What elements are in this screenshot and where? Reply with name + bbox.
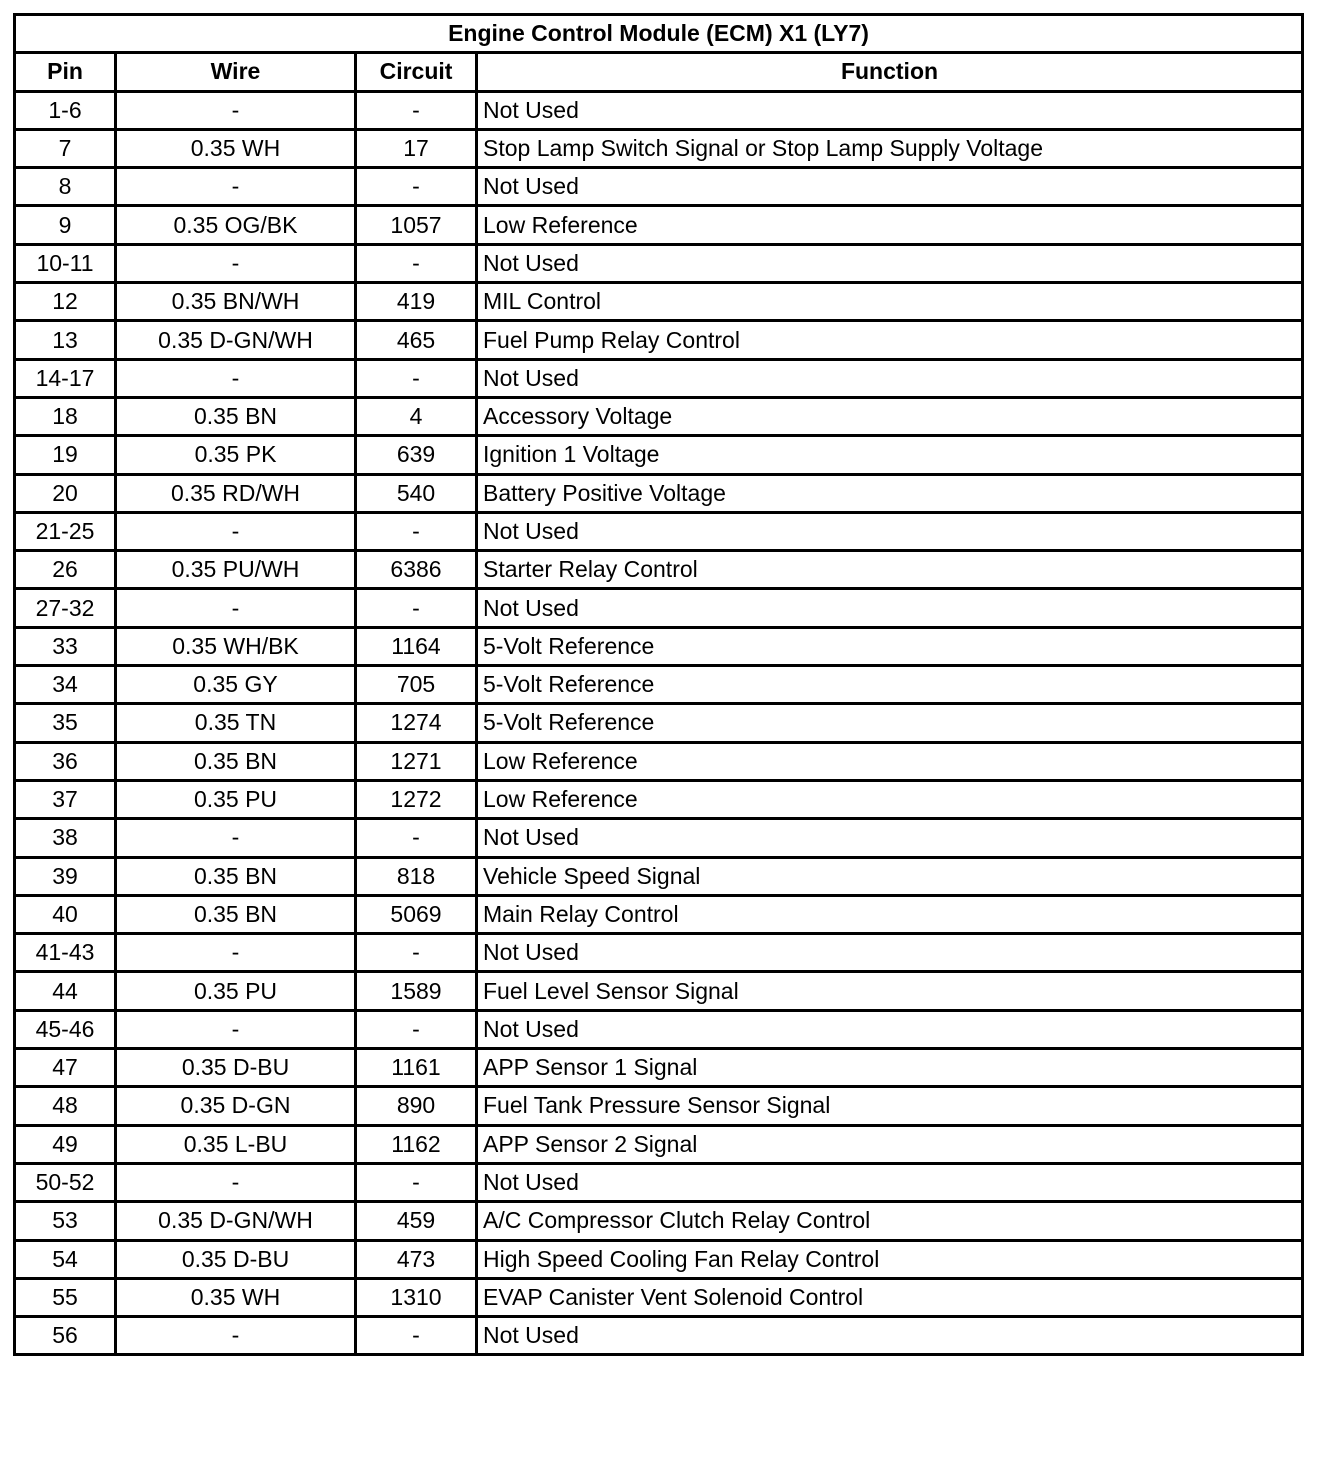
cell-function: Not Used [477, 359, 1303, 397]
cell-function: Fuel Level Sensor Signal [477, 972, 1303, 1010]
table-row [15, 857, 1303, 895]
table-row [15, 397, 1303, 435]
cell-pin: 36 [15, 742, 116, 780]
cell-circuit: - [356, 1163, 477, 1201]
cell-function: 5-Volt Reference [477, 627, 1303, 665]
cell-wire: 0.35 BN [116, 857, 356, 895]
cell-wire: 0.35 BN [116, 895, 356, 933]
cell-circuit: 4 [356, 397, 477, 435]
cell-pin: 14-17 [15, 359, 116, 397]
cell-circuit: 1272 [356, 780, 477, 818]
table-row [15, 1317, 1303, 1355]
cell-circuit: 890 [356, 1087, 477, 1125]
table-row [15, 1278, 1303, 1316]
cell-pin: 50-52 [15, 1163, 116, 1201]
cell-circuit: - [356, 359, 477, 397]
cell-function: Not Used [477, 91, 1303, 129]
cell-function: APP Sensor 1 Signal [477, 1049, 1303, 1087]
cell-circuit: 1164 [356, 627, 477, 665]
ecm-pinout-table [13, 13, 1304, 1356]
cell-circuit: 419 [356, 283, 477, 321]
cell-wire: - [116, 1010, 356, 1048]
cell-wire: 0.35 PU [116, 780, 356, 818]
cell-wire: 0.35 RD/WH [116, 474, 356, 512]
table-row [15, 1087, 1303, 1125]
cell-pin: 45-46 [15, 1010, 116, 1048]
cell-function: Not Used [477, 1163, 1303, 1201]
cell-wire: - [116, 819, 356, 857]
cell-wire: 0.35 D-BU [116, 1240, 356, 1278]
cell-pin: 55 [15, 1278, 116, 1316]
table-row [15, 780, 1303, 818]
cell-function: Fuel Tank Pressure Sensor Signal [477, 1087, 1303, 1125]
cell-pin: 56 [15, 1317, 116, 1355]
cell-circuit: 17 [356, 129, 477, 167]
cell-function: Accessory Voltage [477, 397, 1303, 435]
cell-wire: - [116, 91, 356, 129]
cell-pin: 33 [15, 627, 116, 665]
cell-circuit: - [356, 168, 477, 206]
cell-function: Ignition 1 Voltage [477, 436, 1303, 474]
table-row [15, 512, 1303, 550]
table-row [15, 819, 1303, 857]
cell-wire: 0.35 BN [116, 742, 356, 780]
cell-pin: 18 [15, 397, 116, 435]
cell-function: Vehicle Speed Signal [477, 857, 1303, 895]
cell-circuit: 1310 [356, 1278, 477, 1316]
cell-function: Not Used [477, 244, 1303, 282]
cell-function: 5-Volt Reference [477, 704, 1303, 742]
cell-function: High Speed Cooling Fan Relay Control [477, 1240, 1303, 1278]
cell-function: Battery Positive Voltage [477, 474, 1303, 512]
cell-wire: 0.35 WH/BK [116, 627, 356, 665]
cell-wire: 0.35 PK [116, 436, 356, 474]
header-function: Function [477, 53, 1303, 91]
cell-circuit: 5069 [356, 895, 477, 933]
cell-pin: 39 [15, 857, 116, 895]
table-row [15, 283, 1303, 321]
table-row [15, 742, 1303, 780]
cell-pin: 54 [15, 1240, 116, 1278]
cell-pin: 40 [15, 895, 116, 933]
cell-circuit: 1057 [356, 206, 477, 244]
cell-wire: 0.35 GY [116, 666, 356, 704]
cell-pin: 53 [15, 1202, 116, 1240]
cell-function: Not Used [477, 512, 1303, 550]
cell-pin: 12 [15, 283, 116, 321]
table-row [15, 1010, 1303, 1048]
cell-pin: 47 [15, 1049, 116, 1087]
cell-function: Starter Relay Control [477, 551, 1303, 589]
cell-circuit: 6386 [356, 551, 477, 589]
cell-function: APP Sensor 2 Signal [477, 1125, 1303, 1163]
cell-function: 5-Volt Reference [477, 666, 1303, 704]
cell-circuit: 465 [356, 321, 477, 359]
table-row [15, 589, 1303, 627]
cell-function: A/C Compressor Clutch Relay Control [477, 1202, 1303, 1240]
cell-function: Low Reference [477, 206, 1303, 244]
header-pin: Pin [15, 53, 116, 91]
cell-circuit: - [356, 819, 477, 857]
cell-circuit: 1589 [356, 972, 477, 1010]
cell-wire: 0.35 PU/WH [116, 551, 356, 589]
table-row [15, 1202, 1303, 1240]
cell-wire: 0.35 D-BU [116, 1049, 356, 1087]
table-body [15, 91, 1303, 1355]
cell-pin: 1-6 [15, 91, 116, 129]
table-row [15, 244, 1303, 282]
cell-wire: - [116, 934, 356, 972]
cell-function: Fuel Pump Relay Control [477, 321, 1303, 359]
cell-function: Stop Lamp Switch Signal or Stop Lamp Supply Voltage [477, 129, 1303, 167]
cell-pin: 38 [15, 819, 116, 857]
cell-pin: 41-43 [15, 934, 116, 972]
cell-wire: - [116, 359, 356, 397]
cell-pin: 44 [15, 972, 116, 1010]
table-row [15, 474, 1303, 512]
table-row [15, 895, 1303, 933]
cell-circuit: 540 [356, 474, 477, 512]
cell-function: Low Reference [477, 742, 1303, 780]
cell-circuit: 705 [356, 666, 477, 704]
cell-circuit: - [356, 1317, 477, 1355]
table-row [15, 972, 1303, 1010]
cell-circuit: 459 [356, 1202, 477, 1240]
cell-wire: - [116, 589, 356, 627]
table-row [15, 704, 1303, 742]
cell-pin: 34 [15, 666, 116, 704]
table-title: Engine Control Module (ECM) X1 (LY7) [15, 15, 1303, 53]
table-row [15, 168, 1303, 206]
cell-pin: 27-32 [15, 589, 116, 627]
cell-function: Not Used [477, 168, 1303, 206]
cell-wire: 0.35 WH [116, 129, 356, 167]
cell-circuit: 1274 [356, 704, 477, 742]
table-row [15, 321, 1303, 359]
cell-function: Not Used [477, 589, 1303, 627]
cell-pin: 9 [15, 206, 116, 244]
cell-wire: 0.35 D-GN/WH [116, 1202, 356, 1240]
table-row [15, 1049, 1303, 1087]
cell-circuit: - [356, 512, 477, 550]
cell-pin: 21-25 [15, 512, 116, 550]
cell-function: MIL Control [477, 283, 1303, 321]
cell-wire: - [116, 244, 356, 282]
cell-wire: 0.35 PU [116, 972, 356, 1010]
table-row [15, 206, 1303, 244]
cell-pin: 49 [15, 1125, 116, 1163]
cell-function: Not Used [477, 934, 1303, 972]
cell-wire: - [116, 1317, 356, 1355]
cell-wire: 0.35 TN [116, 704, 356, 742]
cell-function: Not Used [477, 1317, 1303, 1355]
cell-pin: 8 [15, 168, 116, 206]
cell-pin: 35 [15, 704, 116, 742]
title-row [15, 15, 1303, 53]
table-row [15, 129, 1303, 167]
table-row [15, 551, 1303, 589]
cell-circuit: 473 [356, 1240, 477, 1278]
cell-function: Not Used [477, 1010, 1303, 1048]
cell-pin: 13 [15, 321, 116, 359]
cell-wire: 0.35 BN/WH [116, 283, 356, 321]
cell-wire: - [116, 1163, 356, 1201]
cell-function: EVAP Canister Vent Solenoid Control [477, 1278, 1303, 1316]
cell-wire: - [116, 512, 356, 550]
table-row [15, 1163, 1303, 1201]
cell-circuit: 1161 [356, 1049, 477, 1087]
table-row [15, 359, 1303, 397]
cell-pin: 19 [15, 436, 116, 474]
cell-function: Low Reference [477, 780, 1303, 818]
table-row [15, 934, 1303, 972]
header-circuit: Circuit [356, 53, 477, 91]
table-row [15, 1240, 1303, 1278]
cell-wire: - [116, 168, 356, 206]
cell-wire: 0.35 D-GN [116, 1087, 356, 1125]
table-row [15, 91, 1303, 129]
table-row [15, 666, 1303, 704]
cell-function: Main Relay Control [477, 895, 1303, 933]
cell-circuit: - [356, 934, 477, 972]
cell-pin: 48 [15, 1087, 116, 1125]
cell-circuit: 1162 [356, 1125, 477, 1163]
cell-wire: 0.35 WH [116, 1278, 356, 1316]
cell-wire: 0.35 D-GN/WH [116, 321, 356, 359]
cell-pin: 26 [15, 551, 116, 589]
cell-function: Not Used [477, 819, 1303, 857]
cell-circuit: 639 [356, 436, 477, 474]
table-row [15, 1125, 1303, 1163]
cell-pin: 7 [15, 129, 116, 167]
table-row [15, 436, 1303, 474]
cell-wire: 0.35 L-BU [116, 1125, 356, 1163]
cell-wire: 0.35 BN [116, 397, 356, 435]
cell-circuit: - [356, 244, 477, 282]
cell-circuit: - [356, 91, 477, 129]
cell-wire: 0.35 OG/BK [116, 206, 356, 244]
cell-pin: 10-11 [15, 244, 116, 282]
cell-circuit: - [356, 589, 477, 627]
header-wire: Wire [116, 53, 356, 91]
cell-pin: 20 [15, 474, 116, 512]
cell-circuit: - [356, 1010, 477, 1048]
cell-circuit: 818 [356, 857, 477, 895]
header-row [15, 53, 1303, 91]
table-row [15, 627, 1303, 665]
cell-circuit: 1271 [356, 742, 477, 780]
cell-pin: 37 [15, 780, 116, 818]
